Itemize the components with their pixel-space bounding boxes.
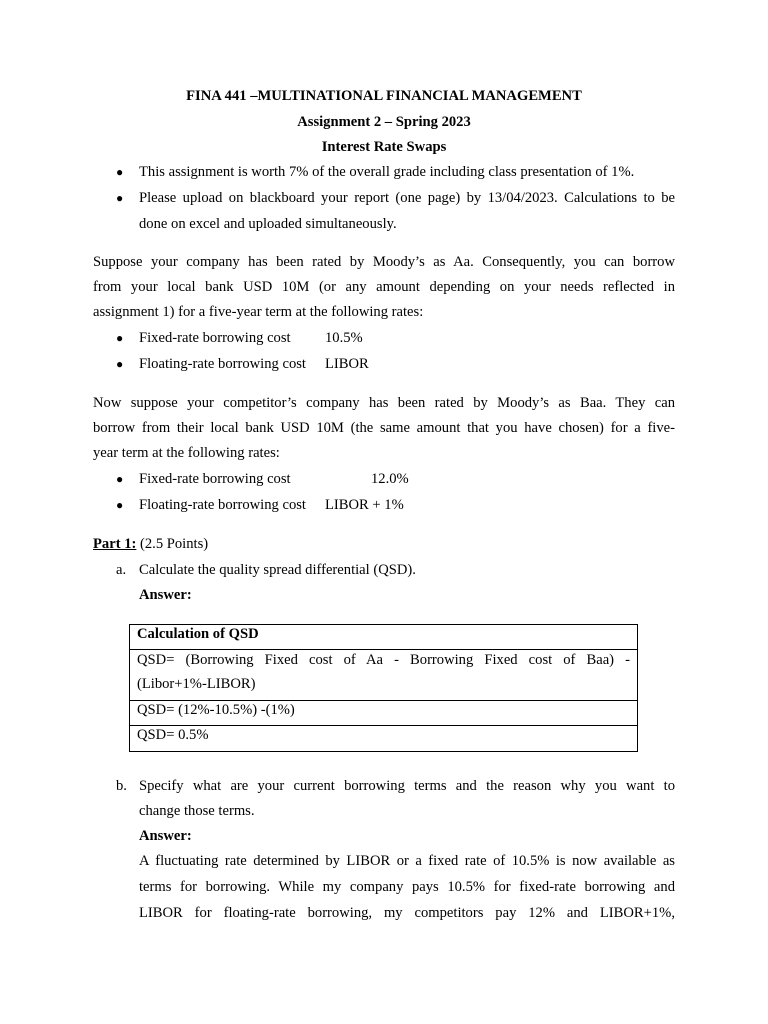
- para2-line-1: Now suppose your competitor’s company has been rated by Moody’s as Baa. They can: [93, 395, 675, 411]
- qsd-table-row-3: [129, 725, 638, 752]
- para2-line-2: borrow from their local bank USD 10M (the same amount that you have chosen) for a five-: [93, 420, 675, 436]
- para1-line-2: from your local bank USD 10M (or any amount depending on your needs reflected in: [93, 279, 675, 295]
- para1-line-3: assignment 1) for a five-year term at the following rates:: [93, 304, 424, 320]
- part1-points: (2.5 Points): [140, 536, 209, 552]
- para1-line-1: Suppose your company has been rated by Moody’s as Aa. Consequently, you can borrow: [93, 254, 675, 270]
- question-b-answer-label: Answer:: [139, 828, 192, 844]
- topic-title: Interest Rate Swaps: [321, 139, 447, 155]
- assignment-title: Assignment 2 – Spring 2023: [297, 114, 471, 130]
- qsd-table-title: Calculation of QSD: [137, 626, 259, 642]
- qsd-formula-line-2: (Libor+1%-LIBOR): [137, 676, 256, 692]
- bullet-icon: ●: [116, 498, 124, 512]
- bullet-icon: ●: [116, 472, 124, 486]
- question-b-marker: b.: [116, 778, 127, 794]
- part1-header: [93, 535, 208, 553]
- course-title: FINA 441 –MULTINATIONAL FINANCIAL MANAGEMENT: [186, 88, 582, 104]
- para1-rate-1-value: 10.5%: [325, 330, 363, 346]
- qsd-result: QSD= 0.5%: [137, 727, 209, 743]
- question-a-marker: a.: [116, 562, 127, 578]
- intro-bullet-2: Please upload on blackboard your report (one page) by 13/04/2023. Calculations to be: [139, 190, 675, 206]
- para1-rate-2-value: LIBOR: [325, 356, 369, 372]
- qsd-table-formula-cell: [129, 649, 638, 701]
- part1-heading: Part 1:: [93, 536, 137, 552]
- qsd-table-row-2: [129, 700, 638, 726]
- intro-bullet-1: This assignment is worth 7% of the overall grade including class presentation of 1%.: [139, 164, 635, 180]
- para1-rate-1-label: Fixed-rate borrowing cost: [139, 330, 291, 346]
- para1-rate-2-label: Floating-rate borrowing cost: [139, 356, 306, 372]
- answer-b-line-3: LIBOR for floating-rate borrowing, my competitors pay 12% and LIBOR+1%,: [139, 905, 675, 921]
- qsd-formula-line-1: QSD= (Borrowing Fixed cost of Aa - Borrowing Fixed cost of Baa) -: [137, 652, 630, 668]
- para2-rate-1-label: Fixed-rate borrowing cost: [139, 471, 291, 487]
- bullet-icon: ●: [116, 191, 124, 205]
- answer-b-line-2: terms for borrowing. While my company pays 10.5% for fixed-rate borrowing and: [139, 879, 675, 895]
- qsd-calc: QSD= (12%-10.5%) -(1%): [137, 702, 295, 718]
- bullet-icon: ●: [116, 357, 124, 371]
- answer-b-line-1: A fluctuating rate determined by LIBOR or a fixed rate of 10.5% is now available as: [139, 853, 675, 869]
- intro-bullet-2-cont: done on excel and uploaded simultaneously.: [139, 216, 397, 232]
- question-b-line-1: Specify what are your current borrowing terms and the reason why you want to: [139, 778, 675, 794]
- para2-rate-2-value: LIBOR + 1%: [325, 497, 404, 513]
- bullet-icon: ●: [116, 331, 124, 345]
- qsd-table-title-cell: [129, 624, 638, 650]
- bullet-icon: ●: [116, 165, 124, 179]
- para2-rate-1-value: 12.0%: [371, 471, 409, 487]
- question-a-answer-label: Answer:: [139, 587, 192, 603]
- para2-rate-2-label: Floating-rate borrowing cost: [139, 497, 306, 513]
- question-a-text: Calculate the quality spread differential (QSD).: [139, 562, 416, 578]
- para2-line-3: year term at the following rates:: [93, 445, 280, 461]
- question-b-line-2: change those terms.: [139, 803, 255, 819]
